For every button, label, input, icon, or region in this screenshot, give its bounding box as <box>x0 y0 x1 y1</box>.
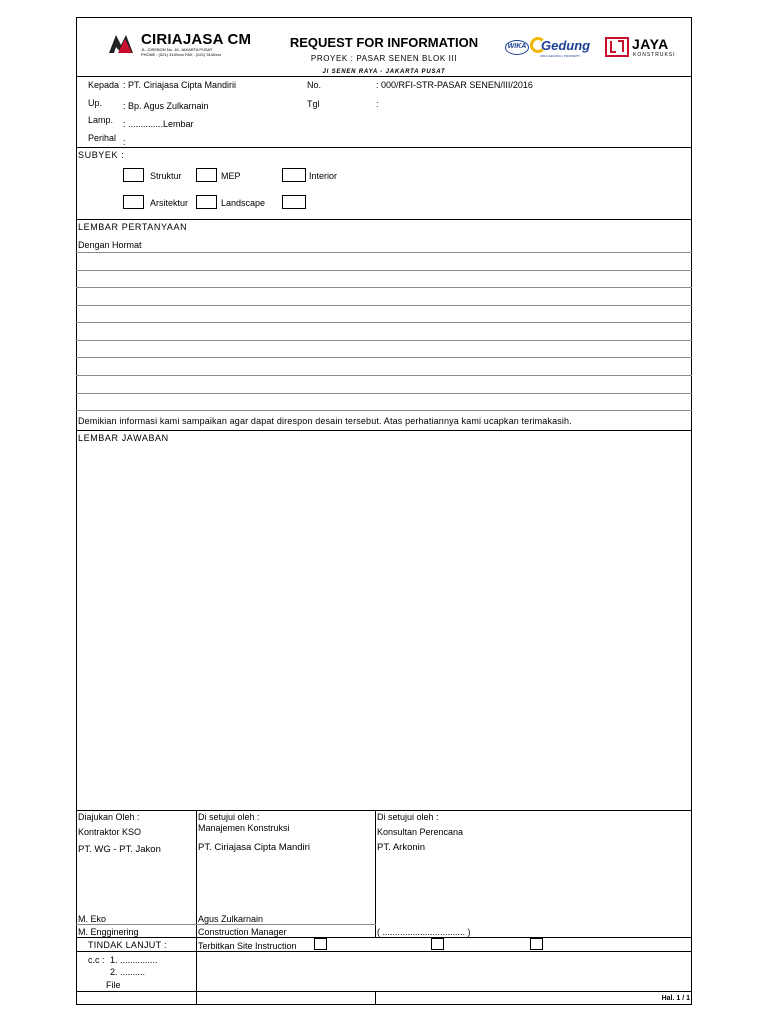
sig3-header: Di setujui oleh : <box>377 812 439 822</box>
sig2-position: Construction Manager <box>198 927 287 937</box>
form-title: REQUEST FOR INFORMATION <box>289 35 479 50</box>
ciriajasa-phone: PHONE : (021) 3140xxx FAX : (021) 3140xxx <box>141 52 222 57</box>
project-name: PROYEK : PASAR SENEN BLOK III <box>310 54 458 63</box>
jaya-mark-icon <box>605 37 629 57</box>
subyek-item-landscape: Landscape <box>221 198 266 208</box>
question-line <box>76 305 692 306</box>
sig3-company: PT. Arkonin <box>377 842 426 853</box>
kepada-value: : PT. Ciriajasa Cipta Mandirii <box>123 80 237 90</box>
subyek-label: SUBYEK : <box>78 150 125 160</box>
jaya-wordmark: JAYA <box>632 36 669 52</box>
question-line <box>76 287 692 288</box>
question-line <box>76 375 692 376</box>
file-label: File <box>106 980 121 990</box>
sig2-header: Di setujui oleh : <box>198 812 260 822</box>
subyek-item-arsitektur: Arsitektur <box>150 198 189 208</box>
divider <box>76 76 692 77</box>
cc-label: c.c : <box>88 955 105 965</box>
tgl-label: Tgl <box>307 99 320 109</box>
sig1-position: M. Engginering <box>78 927 139 937</box>
cc-line-1: 1. ............... <box>110 955 158 965</box>
checkbox-other[interactable] <box>282 195 306 209</box>
question-line <box>76 252 692 253</box>
checkbox-option-2[interactable] <box>431 938 444 950</box>
question-line <box>76 393 692 394</box>
project-location: Jl SENEN RAYA - JAKARTA PUSAT <box>322 69 446 75</box>
ciriajasa-address: JL. CIREBON No. 16, JAKARTA PUSAT <box>141 47 213 52</box>
subyek-item-struktur: Struktur <box>150 171 182 181</box>
sig1-name: M. Eko <box>78 914 107 924</box>
column-divider <box>375 991 376 1005</box>
kepada-label: Kepada <box>88 80 120 90</box>
sig2-name: Agus Zulkarnain <box>198 914 264 924</box>
subyek-item-mep: MEP <box>221 171 241 181</box>
checkbox-arsitektur[interactable] <box>123 195 144 209</box>
divider <box>76 147 692 148</box>
page-number: Hal. 1 / 1 <box>661 995 690 1002</box>
subyek-item-interior: Interior <box>309 171 338 181</box>
perihal-value: : <box>123 137 126 147</box>
gedung-subtitle: WIKA GEDUNG | PROPERTY <box>540 54 581 58</box>
ciriajasa-wordmark: CIRIAJASA CM <box>141 31 252 48</box>
sig1-role: Kontraktor KSO <box>78 827 142 837</box>
checkbox-site-instruction[interactable] <box>314 938 327 950</box>
sig3-position: ( ................................. ) <box>377 927 471 937</box>
column-divider <box>375 810 376 937</box>
cc-line-2: 2. .......... <box>110 967 146 977</box>
site-instruction-option: Terbitkan Site Instruction <box>198 941 297 951</box>
question-line <box>76 357 692 358</box>
lamp-label: Lamp. <box>88 115 114 125</box>
wika-text: WIKA <box>507 43 527 50</box>
pertanyaan-label: LEMBAR PERTANYAAN <box>78 222 188 232</box>
divider <box>76 951 692 952</box>
greeting-text: Dengan Hormat <box>78 240 142 250</box>
column-divider <box>196 810 197 1005</box>
sig1-header: Diajukan Oleh : <box>78 812 140 822</box>
answer-area[interactable] <box>78 446 690 808</box>
divider <box>76 991 692 992</box>
gedung-wordmark: Gedung <box>541 38 591 53</box>
question-line <box>76 322 692 323</box>
perihal-label: Perihal <box>88 133 117 143</box>
checkbox-struktur[interactable] <box>123 168 144 182</box>
tindak-lanjut-label: TINDAK LANJUT : <box>88 940 167 950</box>
question-line <box>76 270 692 271</box>
divider <box>76 810 692 811</box>
jawaban-label: LEMBAR JAWABAN <box>78 433 169 443</box>
sig2-company: PT. Ciriajasa Cipta Mandiri <box>198 842 310 853</box>
up-label: Up. <box>88 98 103 108</box>
divider <box>76 430 692 431</box>
divider <box>76 937 692 938</box>
tgl-value: : <box>376 99 379 109</box>
question-line <box>76 340 692 341</box>
question-line <box>76 410 692 411</box>
sig3-role: Konsultan Perencana <box>377 827 464 837</box>
no-value: : 000/RFI-STR-PASAR SENEN/III/2016 <box>376 80 533 90</box>
ciriajasa-logo-mark <box>108 33 142 55</box>
checkbox-interior[interactable] <box>282 168 306 182</box>
up-value: : Bp. Agus Zulkarnain <box>123 101 209 111</box>
sig2-role: Manajemen Konstruksi <box>198 823 290 833</box>
checkbox-option-3[interactable] <box>530 938 543 950</box>
checkbox-landscape[interactable] <box>196 195 217 209</box>
closing-text: Demikian informasi kami sampaikan agar dapat direspon desain tersebut. Atas perhatiannya kami ucapkan terimakasih. <box>78 416 572 426</box>
divider <box>76 219 692 220</box>
lamp-value: : ..............Lembar <box>123 119 194 129</box>
signature-line <box>76 924 376 925</box>
checkbox-mep[interactable] <box>196 168 217 182</box>
jaya-subtitle: KONSTRUKSI <box>633 52 676 58</box>
sig1-company: PT. WG - PT. Jakon <box>78 844 161 855</box>
no-label: No. <box>307 80 322 90</box>
